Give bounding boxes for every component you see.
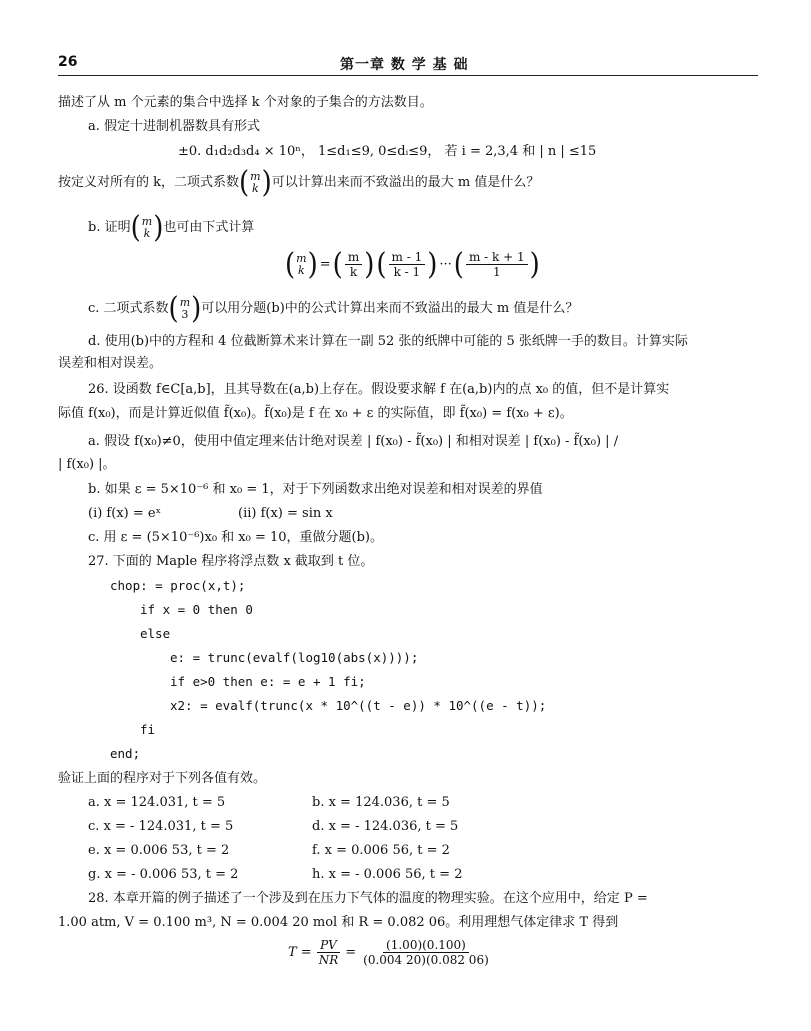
code-line-7: fi: [140, 722, 156, 737]
formula-fraction-1-denominator: NR: [318, 953, 339, 967]
p25b-before: b. 证明: [88, 220, 131, 235]
code-line-1: chop: = proc(x,t);: [110, 578, 246, 593]
binom-lhs: ( m k ): [285, 247, 318, 282]
p25c: [88, 291, 579, 327]
fraction-3-numerator: m - k + 1: [466, 250, 528, 265]
p25d-line1: d. 使用(b)中的方程和 4 位截断算术来计算在一副 52 张的纸牌中可能的 5 张纸牌一手的数目。计算实际: [88, 334, 688, 349]
case-c: c. x = - 124.031, t = 5: [88, 819, 234, 834]
p25a-question-after: 可以计算出来而不致溢出的最大 m 值是什么？: [271, 175, 540, 190]
binom-m-3: ( m 3 ): [168, 291, 202, 327]
p25b: [88, 210, 255, 246]
fraction-1-denominator: k: [349, 265, 358, 279]
p26b-ii: (ii) f(x) = sin x: [238, 506, 333, 521]
case-f: f. x = 0.006 56, t = 2: [312, 843, 450, 858]
equals-sign: =: [319, 256, 331, 272]
fraction-2-denominator: k - 1: [393, 265, 421, 279]
code-line-6: x2: = evalf(trunc(x * 10^((t - e)) * 10^((e - t));: [170, 698, 547, 713]
case-d: d. x = - 124.036, t = 5: [312, 819, 459, 834]
formula-equals: =: [345, 944, 357, 960]
case-h: h. x = - 0.006 56, t = 2: [312, 867, 463, 882]
p27-verify: 验证上面的程序对于下列各值有效。: [58, 771, 267, 786]
binom-m-k-1: ( m k ): [239, 165, 272, 201]
p28-line2: 1.00 atm, V = 0.100 m³, N = 0.004 20 mol 和 R = 0.082 06。利用理想气体定律求 T 得到: [58, 915, 619, 930]
code-line-8: end;: [110, 746, 141, 761]
p25a-formula: ±0. d₁d₂d₃d₄ × 10ⁿ， 1≤d₁≤9, 0≤dᵢ≤9， 若 i = 2,3,4 和 | n | ≤15: [178, 144, 597, 159]
ellipsis: ···: [439, 256, 452, 272]
fraction-1-numerator: m: [345, 250, 362, 265]
binom-top: m: [141, 215, 153, 228]
p26b: b. 如果 ε = 5×10⁻⁶ 和 x₀ = 1，对于下列函数求出绝对误差和相对误差的界值: [88, 482, 543, 497]
p26b-i: (i) f(x) = eˣ: [88, 506, 162, 521]
p25b-after: 也可由下式计算: [163, 220, 255, 235]
p27: 27. 下面的 Maple 程序将浮点数 x 截取到 t 位。: [88, 554, 374, 569]
p26a-line2: | f(x₀) |。: [58, 457, 116, 472]
p26a-line1: a. 假设 f(x₀)≠0，使用中值定理来估计绝对误差 | f(x₀) - f̃(x₀) | 和相对误差 | f(x₀) - f̃(x₀) | /: [88, 434, 619, 449]
code-line-2: if x = 0 then 0: [140, 602, 253, 617]
p26-line2: 际值 f(x₀)，而是计算近似值 f̃(x₀)。f̃(x₀)是 f 在 x₀ + ε 的实际值，即 f̃(x₀) = f(x₀ + ε)。: [58, 406, 573, 421]
p25a-question: [58, 165, 540, 201]
case-g: g. x = - 0.006 53, t = 2: [88, 867, 239, 882]
p25-intro: 描述了从 m 个元素的集合中选择 k 个对象的子集合的方法数目。: [58, 95, 433, 110]
binom-bottom: k: [298, 263, 305, 277]
binom-bottom: 3: [181, 308, 189, 321]
page-number: 26: [58, 54, 78, 70]
header-rule: [58, 75, 758, 76]
fraction-3-denominator: 1: [492, 265, 501, 279]
binom-m-k-2: ( m k ): [130, 210, 164, 246]
p26-line1: 26. 设函数 f∈C[a,b]，且其导数在(a,b)上存在。假设要求解 f 在(a,b)内的点 x₀ 的值，但不是计算实: [88, 382, 670, 397]
code-line-5: if e>0 then e: = e + 1 fi;: [170, 674, 366, 689]
code-line-4: e: = trunc(evalf(log10(abs(x))));: [170, 650, 419, 665]
p25c-after: 可以用分题(b)中的公式计算出来而不致溢出的最大 m 值是什么？: [201, 301, 579, 316]
formula-fraction-2-denominator: (0.004 20)(0.082 06): [363, 953, 489, 967]
ideal-gas-formula: [288, 938, 492, 967]
case-b: b. x = 124.036, t = 5: [312, 795, 450, 810]
chapter-title: 第一章 数 学 基 础: [340, 57, 469, 73]
case-e: e. x = 0.006 53, t = 2: [88, 843, 230, 858]
formula-fraction-2-numerator: (1.00)(0.100): [383, 938, 469, 953]
p26c: c. 用 ε = (5×10⁻⁶)x₀ 和 x₀ = 10，重做分题(b)。: [88, 530, 384, 545]
fraction-2-numerator: m - 1: [389, 250, 426, 265]
p28-line1: 28. 本章开篇的例子描述了一个涉及到在压力下气体的温度的物理实验。在这个应用中，给定 P =: [88, 891, 648, 906]
binom-top: m: [296, 251, 307, 265]
p25a-question-before: 按定义对所有的 k，二项式系数: [58, 175, 240, 190]
binom-top: m: [179, 296, 191, 309]
code-line-3: else: [140, 626, 171, 641]
binom-bottom: k: [252, 182, 259, 195]
binom-top: m: [250, 170, 261, 183]
p25a-label: a. 假定十进制机器数具有形式: [88, 119, 261, 134]
formula-fraction-1-numerator: PV: [317, 938, 340, 953]
formula-lhs: T =: [288, 944, 312, 960]
case-a: a. x = 124.031, t = 5: [88, 795, 226, 810]
p25d-line2: 误差和相对误差。: [58, 356, 163, 371]
p25c-before: c. 二项式系数: [88, 301, 169, 316]
binomial-product-formula: ( m k ) = ( $\frac{m}{k}$ ) ( $\frac{m - 1}{k - 1}$ ) ··· ( $\frac{m - k + 1}{1}$ ): [285, 247, 540, 282]
binom-bottom: k: [143, 227, 151, 240]
